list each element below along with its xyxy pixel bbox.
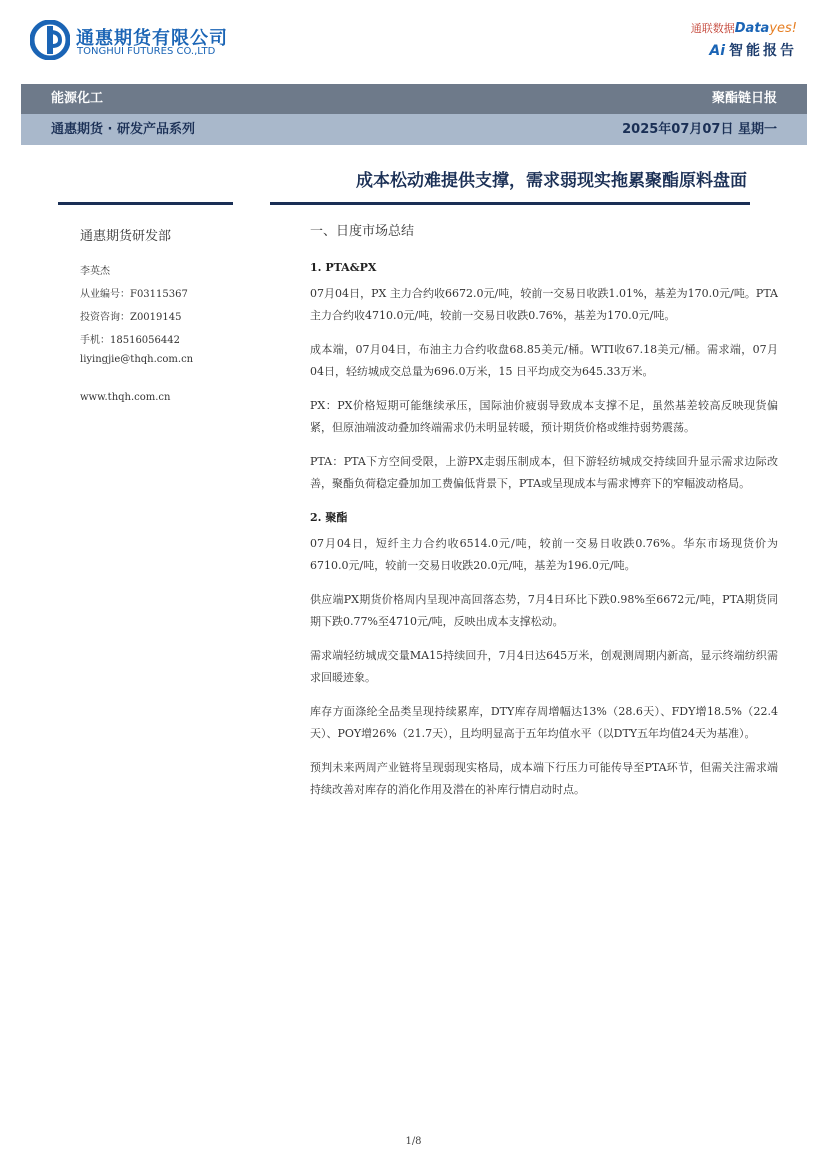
paragraph: PX：PX价格短期可能继续承压，国际油价疲弱导致成本支撑不足，虽然基差较高反映现货偏紧，但原油端波动叠加终端需求仍未明显转暖，预计期货价格或维持弱势震荡。 bbox=[310, 399, 778, 434]
subsection-pta-px: 1. PTA&PX bbox=[310, 261, 377, 274]
ai-report-label: 智能报告 bbox=[729, 43, 797, 59]
license-number: 从业编号：F03115367 bbox=[80, 289, 188, 300]
datayes-yes: yes! bbox=[769, 21, 797, 36]
tonghui-logo-icon bbox=[30, 20, 70, 60]
category-banner bbox=[21, 84, 807, 114]
section-title: 一、日度市场总结 bbox=[310, 224, 415, 239]
company-name-en: TONGHUI FUTURES CO.,LTD bbox=[77, 46, 216, 57]
category-label: 能源化工 bbox=[51, 91, 104, 106]
datayes-logo bbox=[691, 20, 797, 36]
paragraph: 预判未来两周产业链将呈现弱现实格局，成本端下行压力可能传导至PTA环节，但需关注需求端持续改善对库存的消化作用及潜在的补库行情启动时点。 bbox=[310, 761, 778, 796]
paragraph: 需求端轻纺城成交量MA15持续回升，7月4日达645万米，创观测周期内新高，显示终端纺织需求回暖迹象。 bbox=[310, 649, 778, 684]
series-banner bbox=[21, 114, 807, 145]
title-rule-right bbox=[270, 202, 750, 205]
datayes-cn: 通联数据 bbox=[690, 22, 735, 35]
datayes-brand: Data bbox=[734, 21, 770, 36]
report-title: 成本松动难提供支撑，需求弱现实拖累聚酯原料盘面 bbox=[356, 171, 747, 191]
series-label: 通惠期货 · 研发产品系列 bbox=[51, 122, 195, 137]
company-name-cn: 通惠期货有限公司 bbox=[76, 28, 228, 49]
report-type-label: 聚酯链日报 bbox=[711, 91, 777, 106]
paragraph: 07月04日，短纤主力合约收6514.0元/吨，较前一交易日收跌0.76%。华东市场现货价为6710.0元/吨，较前一交易日收跌20.0元/吨，基差为196.0元/吨。 bbox=[310, 537, 778, 572]
phone-number: 手机：18516056442 bbox=[80, 335, 180, 346]
paragraph: PTA：PTA下方空间受限，上游PX走弱压制成本，但下游轻纺城成交持续回升显示需求边际改善，聚酯负荷稳定叠加加工费偏低背景下，PTA或呈现成本与需求博弈下的窄幅波动格局。 bbox=[310, 455, 778, 490]
ai-report-logo bbox=[709, 40, 797, 60]
advisory-number: 投资咨询：Z0019145 bbox=[80, 312, 182, 323]
title-rule-left bbox=[58, 202, 233, 205]
report-body bbox=[310, 222, 778, 813]
paragraph: 成本端，07月04日，布油主力合约收盘68.85美元/桶。WTI收67.18美元/桶。需求端，07月04日，轻纺城成交总量为696.0万米，15 日平均成交为645.33万米。 bbox=[310, 343, 778, 378]
author-name: 李英杰 bbox=[80, 266, 110, 277]
email-link[interactable]: liyingjie@thqh.com.cn bbox=[80, 354, 194, 365]
page-number: 1/8 bbox=[405, 1136, 422, 1147]
paragraph: 库存方面涤纶全品类呈现持续累库，DTY库存周增幅达13%（28.6天）、FDY增18.5%（22.4天）、POY增26%（21.7天），且均明显高于五年均值水平（以DTY五年均值24天为基准）。 bbox=[310, 705, 778, 740]
report-date: 2025年07月07日 星期一 bbox=[622, 122, 777, 137]
subsection-polyester: 2. 聚酯 bbox=[310, 511, 348, 524]
paragraph: 供应端PX期货价格周内呈现冲高回落态势，7月4日环比下跌0.98%至6672元/吨，PTA期货同期下跌0.77%至4710元/吨，反映出成本支撑松动。 bbox=[310, 593, 778, 628]
website-link[interactable]: www.thqh.com.cn bbox=[80, 392, 171, 403]
paragraph: 07月04日，PX 主力合约收6672.0元/吨，较前一交易日收跌1.01%，基差为170.0元/吨。PTA 主力合约收4710.0元/吨，较前一交易日收跌0.76%，基差为170.0元/吨。 bbox=[310, 287, 778, 322]
research-dept: 通惠期货研发部 bbox=[80, 229, 172, 244]
ai-mark: Ai bbox=[709, 43, 725, 59]
